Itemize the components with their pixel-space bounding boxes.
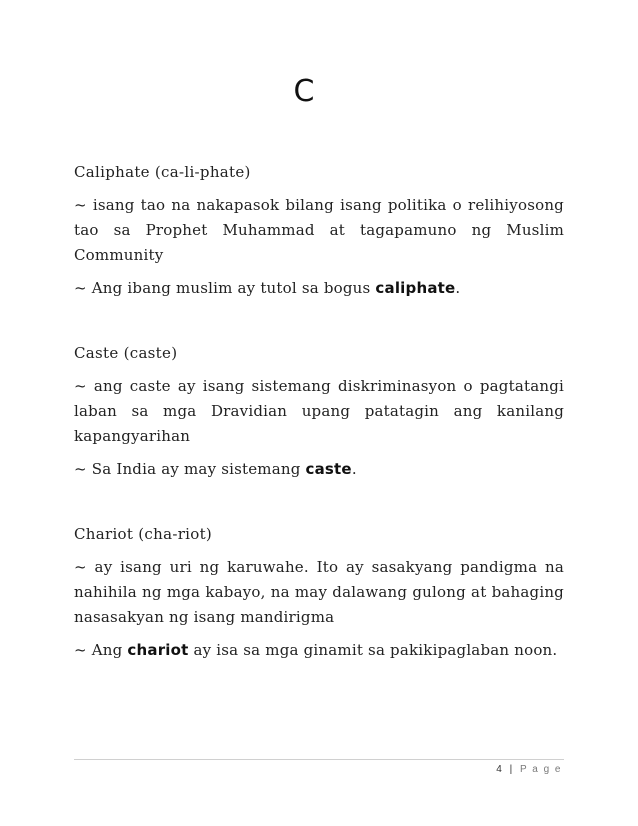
entry-definition: ~ ang caste ay isang sistemang diskriminasyon o pagtatangi laban sa mga Dravidian upang patatagin ang kanilang kapangyarihan	[74, 377, 564, 445]
footer-divider	[74, 759, 564, 760]
example-highlight: chariot	[127, 641, 189, 659]
entry-example	[74, 638, 564, 663]
example-text-end: .	[455, 279, 461, 297]
page-label: P a g e	[519, 764, 562, 775]
glossary-entry	[74, 522, 564, 663]
example-text-end: .	[351, 460, 357, 478]
page-footer	[496, 764, 562, 775]
entry-example	[74, 457, 564, 482]
glossary-content	[74, 160, 564, 703]
entry-term: Caste (caste)	[74, 344, 178, 362]
entry-definition: ~ ay isang uri ng karuwahe. Ito ay sasakyang pandigma na nahihila ng mga kabayo, na may dalawang gulong at bahaging nasasakyan ng isang mandirigma	[74, 558, 564, 626]
entry-term: Chariot (cha-riot)	[74, 525, 213, 543]
page-number: 4	[496, 764, 504, 775]
example-highlight: caste	[305, 460, 352, 478]
example-text: ~ Sa India ay may sistemang	[74, 460, 306, 478]
glossary-entry	[74, 341, 564, 482]
letter-heading: C	[293, 74, 315, 109]
entry-term: Caliphate (ca-li-phate)	[74, 163, 251, 181]
glossary-entry	[74, 160, 564, 301]
entry-definition: ~ isang tao na nakapasok bilang isang politika o relihiyosong tao sa Prophet Muhammad at tagapamuno ng Muslim Community	[74, 196, 564, 264]
example-highlight: caliphate	[375, 279, 456, 297]
example-text-end: ay isa sa mga ginamit sa pakikipaglaban noon.	[188, 641, 558, 659]
footer-separator: |	[509, 764, 514, 775]
example-text: ~ Ang	[74, 641, 128, 659]
entry-example	[74, 276, 564, 301]
example-text: ~ Ang ibang muslim ay tutol sa bogus	[74, 279, 376, 297]
